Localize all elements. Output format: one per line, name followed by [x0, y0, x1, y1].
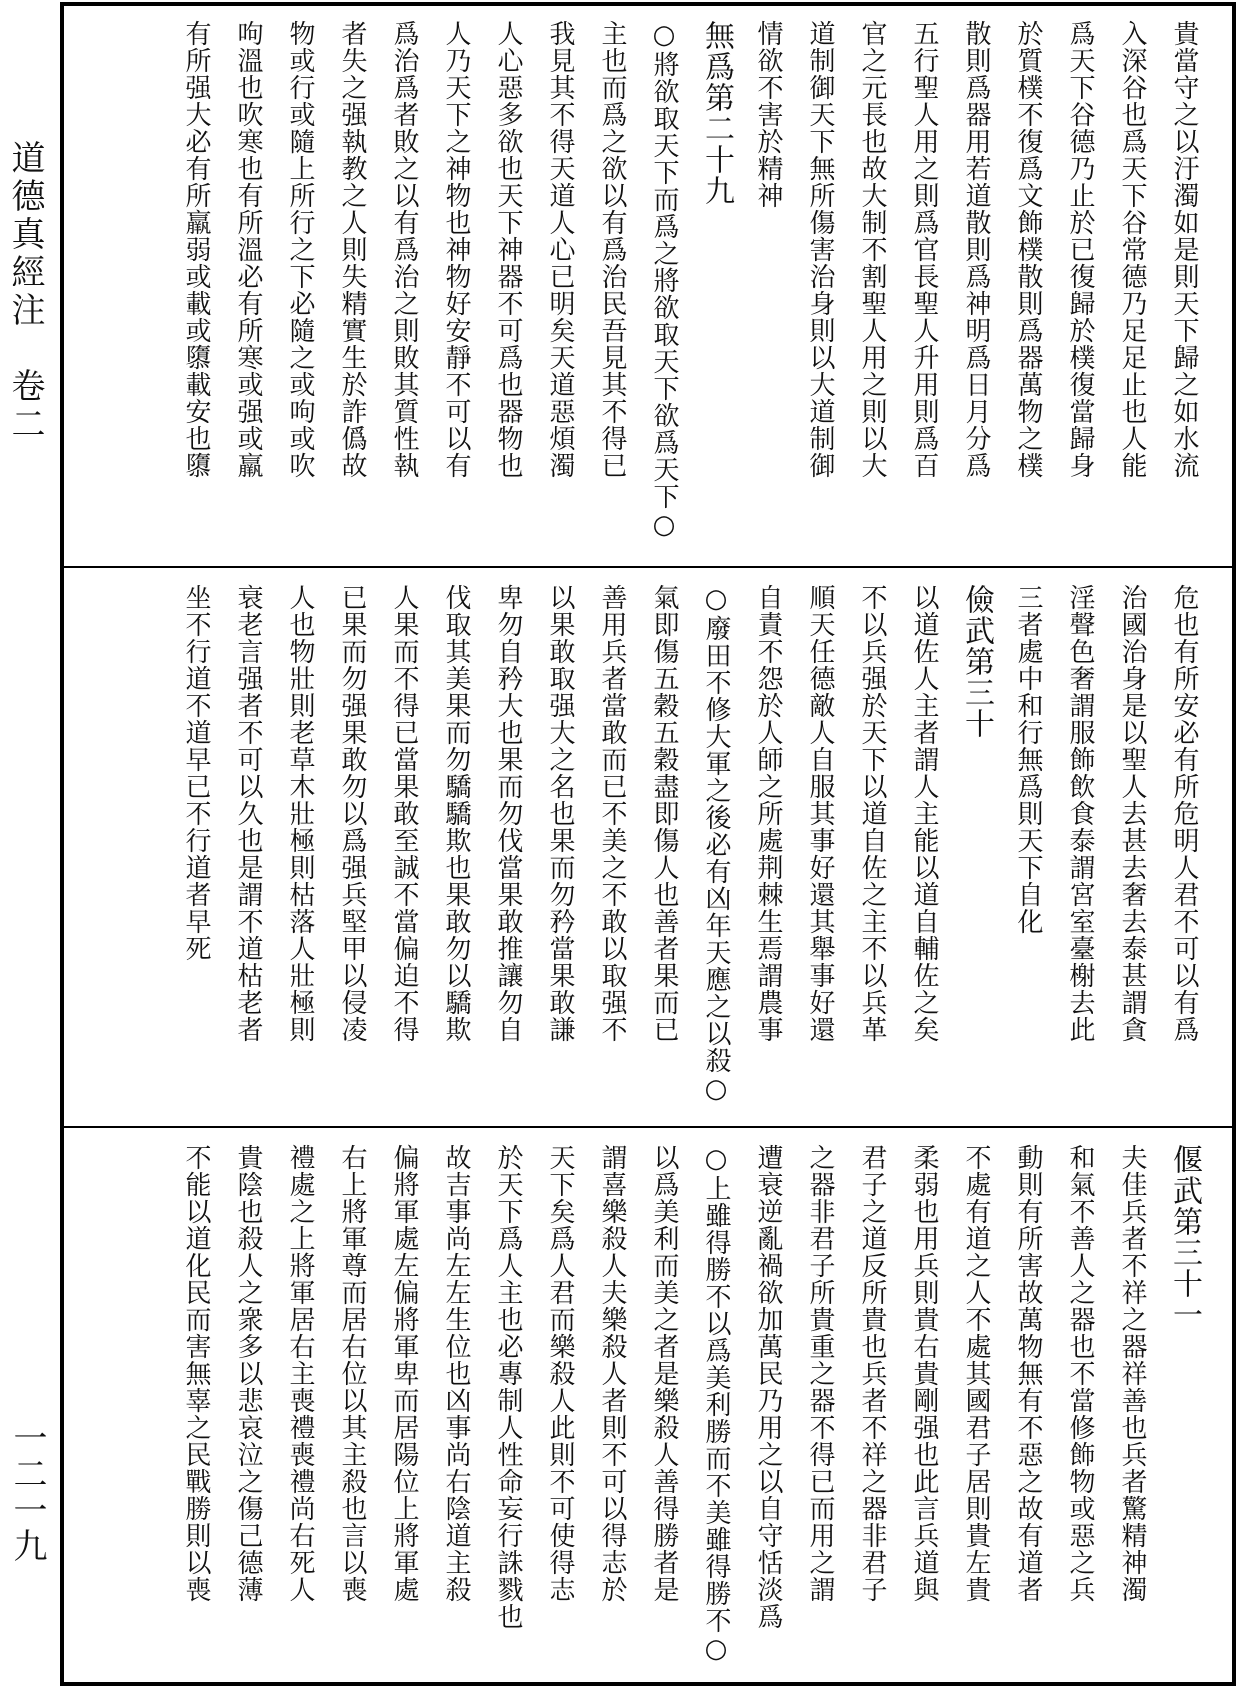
- text-column: 以道佐人主者謂人主能以道自輔佐之矣: [909, 584, 939, 1043]
- register-middle: [64, 570, 1232, 1126]
- register-divider: [64, 1126, 1232, 1128]
- side-margin-title: 道德真經注 卷二: [5, 140, 45, 444]
- text-column: 呴溫也吹寒也有所溫必有所寒或强或羸: [233, 20, 263, 479]
- text-column: 道制御天下無所傷害治身則以大道制御: [805, 20, 835, 479]
- text-column: 以爲美利而美之者是樂殺人善得勝者是: [649, 1144, 679, 1603]
- text-column: 於質樸不復爲文飾樸散則爲器萬物之樸: [1013, 20, 1043, 479]
- side-margin-page-number: 一二一九: [7, 1420, 47, 1564]
- chapter-heading: 偃武第三十一: [1167, 1144, 1202, 1330]
- text-column: 夫佳兵者不祥之器祥善也兵者驚精神濁: [1117, 1144, 1147, 1603]
- text-column: 我見其不得天道人心已明矣天道惡煩濁: [545, 20, 575, 479]
- text-columns: [174, 584, 1206, 1112]
- register-divider: [64, 566, 1232, 568]
- text-column: 已果而勿强果敢勿以爲强兵堅甲以侵凌: [337, 584, 367, 1043]
- text-column: 遭衰逆亂禍欲加萬民乃用之以自守恬淡爲: [753, 1144, 783, 1630]
- text-column: 人乃天下之神物也神物好安靜不可以有: [441, 20, 471, 479]
- text-column: 坐不行道不道早已不行道者早死: [181, 584, 211, 962]
- text-column: 爲天下谷德乃止於已復歸於樸復當歸身: [1065, 20, 1095, 479]
- text-column: ○廢田不修大軍之後必有凶年天應之以殺○: [701, 584, 731, 1105]
- text-column: 右上將軍尊而居右位以其主殺也言以喪: [337, 1144, 367, 1603]
- text-column: 貴陰也殺人之衆多以悲哀泣之傷己德薄: [233, 1144, 263, 1603]
- text-column: 君子之道反所貴也兵者不祥之器非君子: [857, 1144, 887, 1603]
- text-column: 衰老言强者不可以久也是謂不道枯老者: [233, 584, 263, 1043]
- text-column: 三者處中和行無爲則天下自化: [1013, 584, 1043, 935]
- text-column: 物或行或隨上所行之下必隨之或呴或吹: [285, 20, 315, 479]
- text-column: 故吉事尚左左生位也凶事尚右陰道主殺: [441, 1144, 471, 1603]
- text-column: 天下矣爲人君而樂殺人此則不可使得志: [545, 1144, 575, 1603]
- text-column: 伐取其美果而勿驕驕欺也果敢勿以驕欺: [441, 584, 471, 1043]
- text-column: 善用兵者當敢而已不美之不敢以取强不: [597, 584, 627, 1043]
- text-column: 之器非君子所貴重之器不得已而用之謂: [805, 1144, 835, 1603]
- text-column: 有所强大必有所羸弱或載或隳載安也隳: [181, 20, 211, 479]
- text-columns: [174, 20, 1206, 552]
- text-column: 動則有所害故萬物無有不惡之故有道者: [1013, 1144, 1043, 1603]
- text-column: 人心惡多欲也天下神器不可爲也器物也: [493, 20, 523, 479]
- text-column: 以果敢取强大之名也果而勿矜當果敢謙: [545, 584, 575, 1043]
- text-column: 卑勿自矜大也果而勿伐當果敢推讓勿自: [493, 584, 523, 1043]
- text-column: 順天任德敵人自服其事好還其舉事好還: [805, 584, 835, 1043]
- text-column: 人果而不得已當果敢至誠不當偏迫不得: [389, 584, 419, 1043]
- text-column: 人也物壯則老草木壯極則枯落人壯極則: [285, 584, 315, 1043]
- text-column: 於天下爲人主也必專制人性命妄行誅戮也: [493, 1144, 523, 1630]
- register-upper: [64, 6, 1232, 566]
- text-column: 不以兵强於天下以道自佐之主不以兵革: [857, 584, 887, 1043]
- text-columns: [174, 1144, 1206, 1668]
- text-column: 者失之强執教之人則失精實生於詐僞故: [337, 20, 367, 479]
- text-column: 入深谷也爲天下谷常德乃足足止也人能: [1117, 20, 1147, 479]
- text-column: 禮處之上將軍居右主喪禮喪禮尚右死人: [285, 1144, 315, 1603]
- text-column: 情欲不害於精神: [753, 20, 783, 209]
- text-column: 散則爲器用若道散則爲神明爲日月分爲: [961, 20, 991, 479]
- text-column: 不處有道之人不處其國君子居則貴左貴: [961, 1144, 991, 1603]
- text-column: 柔弱也用兵則貴右貴剛强也此言兵道與: [909, 1144, 939, 1603]
- text-column: ○將欲取天下而爲之將欲取天下欲爲天下○: [649, 20, 679, 541]
- text-column: 偏將軍處左偏將軍卑而居陽位上將軍處: [389, 1144, 419, 1603]
- text-column: 貴當守之以汙濁如是則天下歸之如水流: [1169, 20, 1199, 479]
- text-column: 爲治爲者敗之以有爲治之則敗其質性執: [389, 20, 419, 479]
- text-column: 氣即傷五穀五穀盡即傷人也善者果而已: [649, 584, 679, 1043]
- text-column: 自責不怨於人師之所處荆棘生焉謂農事: [753, 584, 783, 1043]
- text-column: 官之元長也故大制不割聖人用之則以大: [857, 20, 887, 479]
- text-column: 謂喜樂殺人夫樂殺人者則不可以得志於: [597, 1144, 627, 1603]
- text-column: 淫聲色奢謂服飾飲食泰謂宮室臺榭去此: [1065, 584, 1095, 1043]
- text-column: 危也有所安必有所危明人君不可以有爲: [1169, 584, 1199, 1043]
- text-column: 五行聖人用之則爲官長聖人升用則爲百: [909, 20, 939, 479]
- text-column: 和氣不善人之器也不當修飾物或惡之兵: [1065, 1144, 1095, 1603]
- page-frame: [60, 2, 1236, 1686]
- register-lower: [64, 1130, 1232, 1682]
- text-column: 不能以道化民而害無辜之民戰勝則以喪: [181, 1144, 211, 1603]
- chapter-heading: 儉武第三十: [959, 584, 994, 739]
- chapter-heading: 無爲第二十九: [699, 20, 734, 206]
- text-column: 主也而爲之欲以有爲治民吾見其不得已: [597, 20, 627, 479]
- text-column: ○上雖得勝不以爲美利勝而不美雖得勝不○: [701, 1144, 731, 1665]
- text-column: 治國治身是以聖人去甚去奢去泰甚謂貪: [1117, 584, 1147, 1043]
